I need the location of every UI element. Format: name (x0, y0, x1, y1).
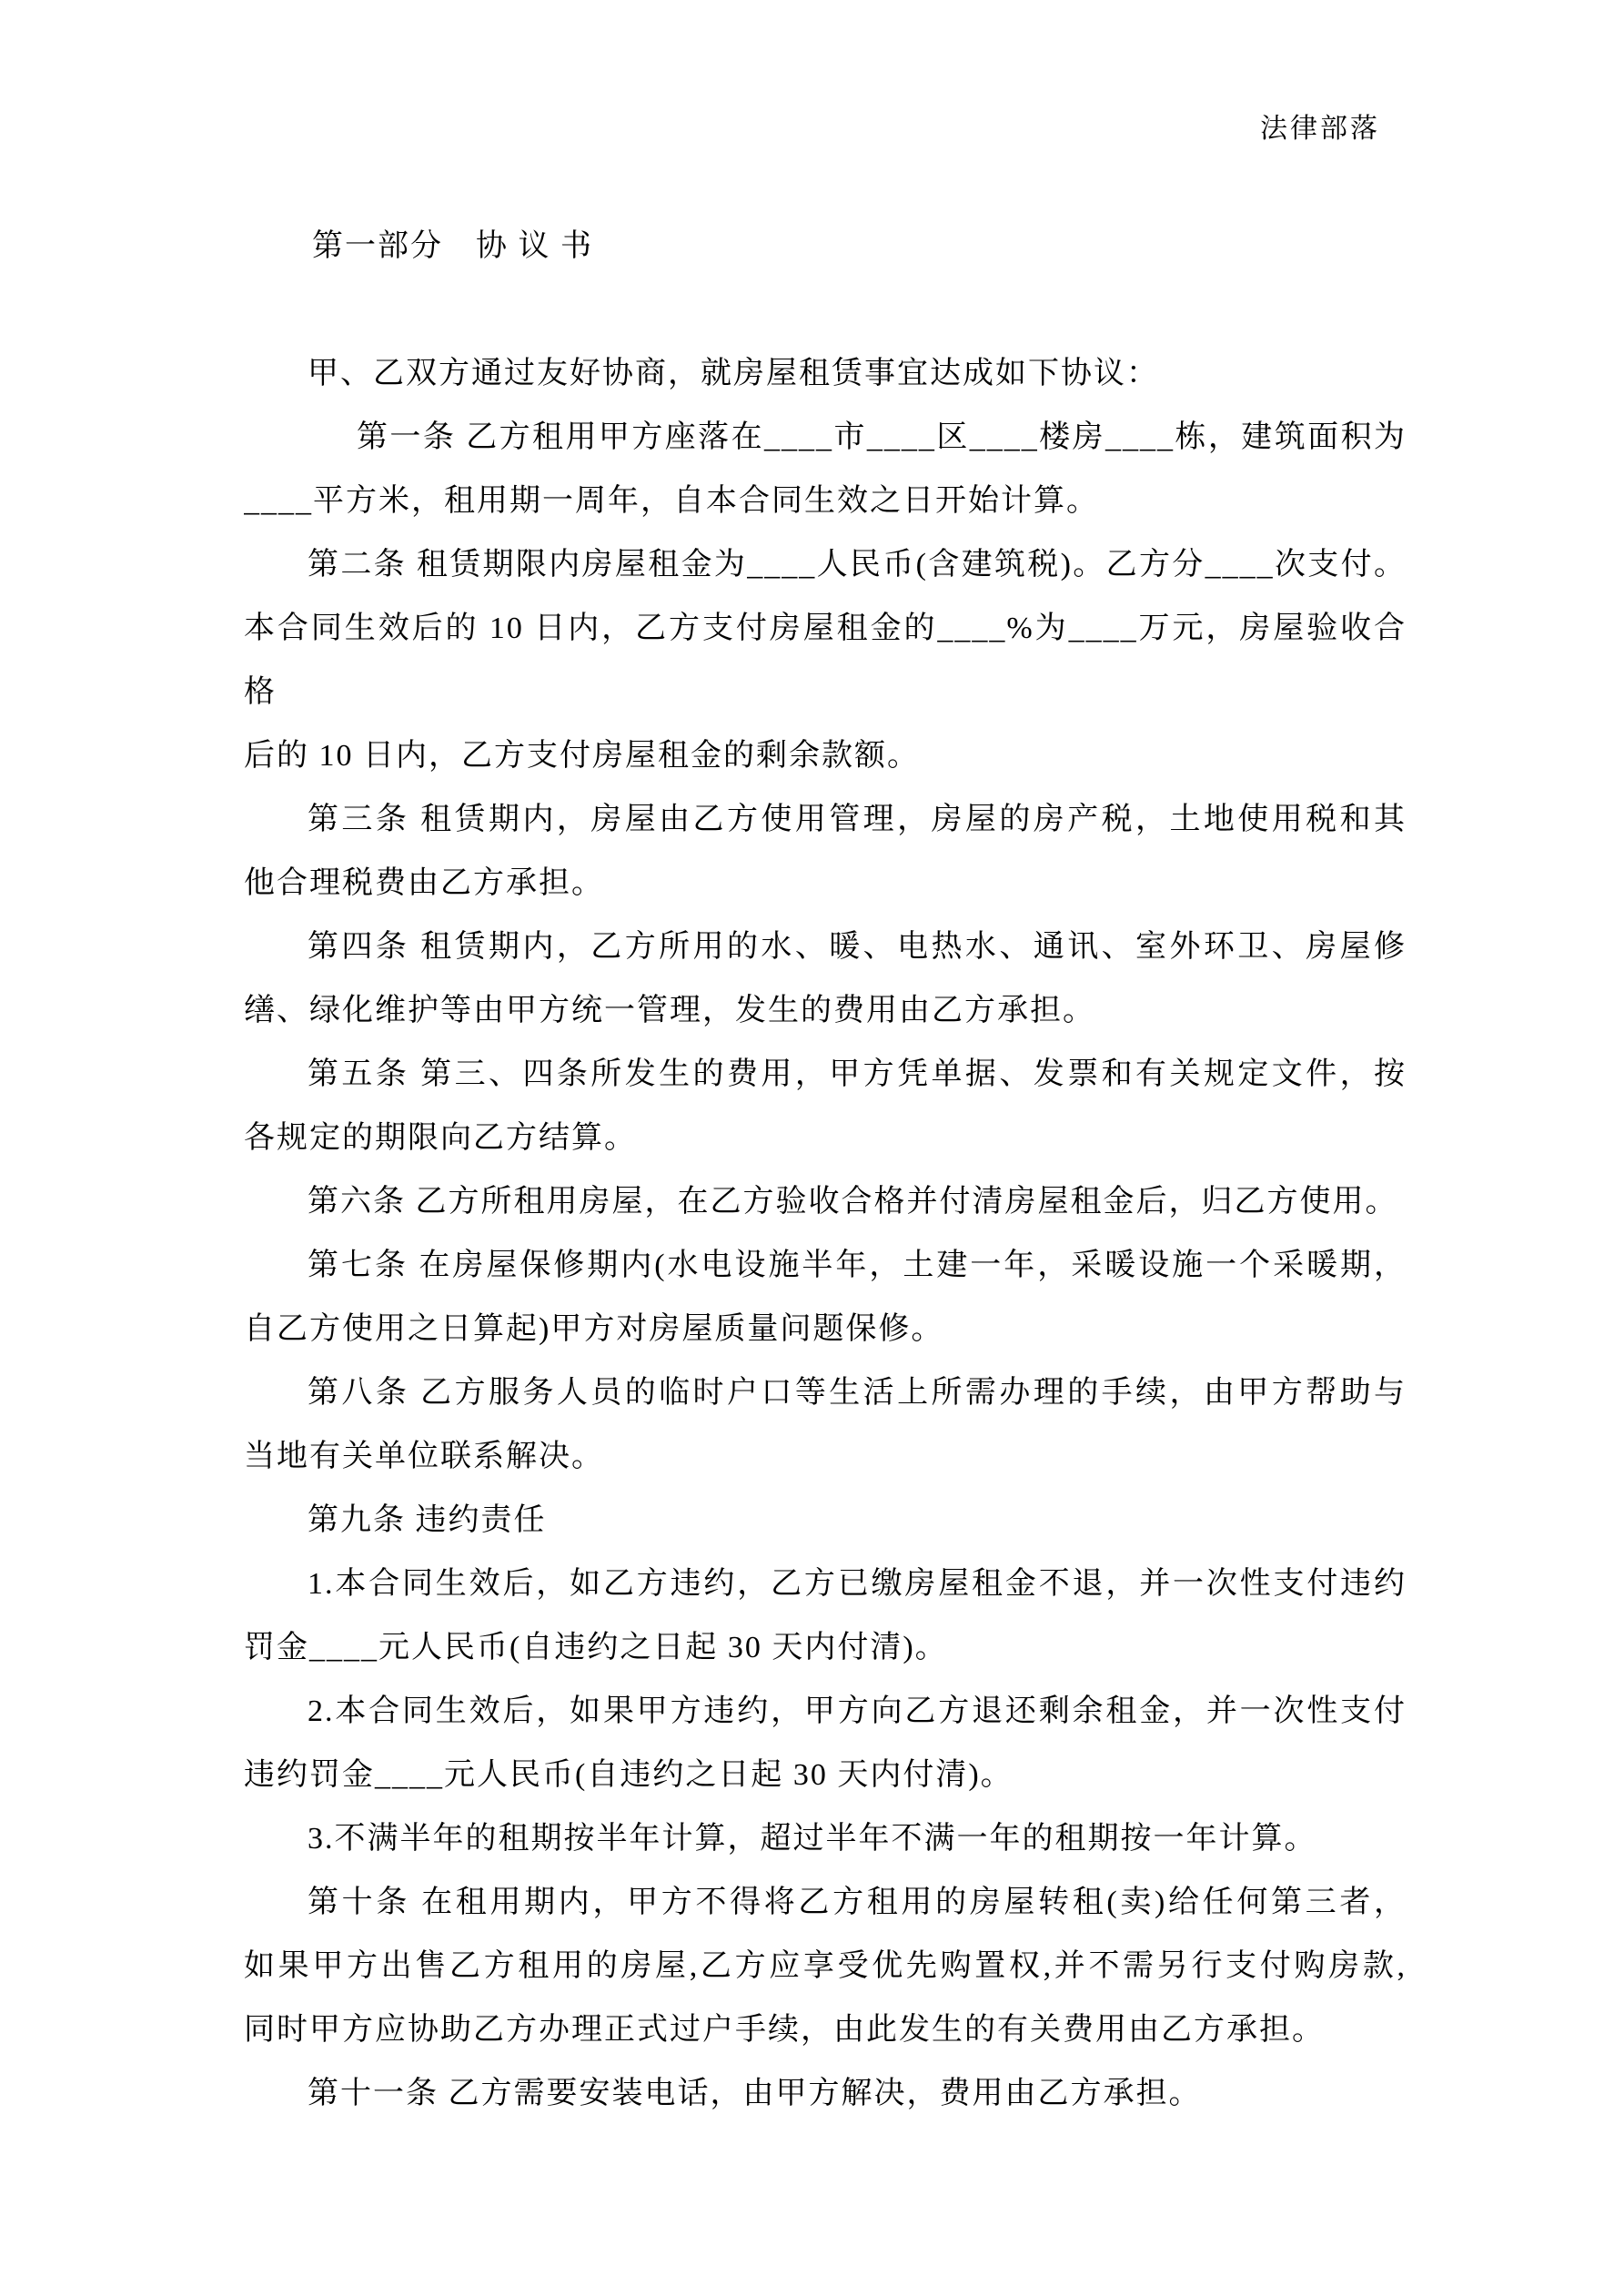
document-title: 第一部分 协 议 书 (312, 229, 593, 263)
contract-line: 第七条 在房屋保修期内(水电设施半年，土建一年，采暖设施一个采暖期， (308, 1249, 1407, 1282)
title-spacer (244, 278, 1407, 342)
contract-line: 如果甲方出售乙方租用的房屋,乙方应享受优先购置权,并不需另行支付购房款, (244, 1949, 1407, 1983)
contract-line: 同时甲方应协助乙方办理正式过户手续，由此发生的有关费用由乙方承担。 (244, 2013, 1325, 2047)
contract-paragraph-article-10 (244, 1871, 1407, 2062)
contract-line: 第十一条 乙方需要安装电话，由甲方解决，费用由乙方承担。 (308, 2077, 1202, 2110)
contract-line: 第五条 第三、四条所发生的费用，甲方凭单据、发票和有关规定文件，按 (308, 1057, 1407, 1091)
contract-line: 他合理税费由乙方承担。 (244, 866, 604, 900)
contract-line: 罚金____元人民币(自违约之日起 30 天内付清)。 (244, 1631, 948, 1664)
contract-line: 当地有关单位联系解决。 (244, 1440, 604, 1473)
contract-paragraph-article-4 (244, 915, 1407, 1043)
contract-paragraph-intro (244, 342, 1407, 406)
contract-line: 第一条 乙方租用甲方座落在____市____区____楼房____栋，建筑面积为 (357, 420, 1407, 454)
contract-paragraph-article-3 (244, 788, 1407, 915)
contract-line: 第六条 乙方所租用房屋，在乙方验收合格并付清房屋租金后，归乙方使用。 (308, 1185, 1398, 1219)
contract-paragraph-article-2 (244, 533, 1407, 788)
site-watermark: 法律部落 (1260, 114, 1380, 144)
contract-line: 3.不满半年的租期按半年计算，超过半年不满一年的租期按一年计算。 (308, 1822, 1317, 1856)
contract-body (244, 215, 1407, 2126)
contract-line: 后的 10 日内，乙方支付房屋租金的剩余款额。 (244, 739, 920, 773)
contract-paragraph-item-3 (244, 1807, 1407, 1871)
contract-line: 1.本合同生效后，如乙方违约，乙方已缴房屋租金不退，并一次性支付违约 (308, 1567, 1407, 1601)
contract-paragraph-article-1 (244, 406, 1407, 533)
contract-line: 第九条 违约责任 (308, 1503, 547, 1537)
contract-line: 各规定的期限向乙方结算。 (244, 1121, 637, 1155)
contract-paragraph-article-9 (244, 1489, 1407, 1553)
contract-line: 第二条 租赁期限内房屋租金为____人民币(含建筑税)。乙方分____次支付。 (308, 548, 1407, 582)
contract-line: 甲、乙双方通过友好协商，就房屋租赁事宜达成如下协议： (308, 357, 1159, 390)
contract-paragraph-article-5 (244, 1043, 1407, 1170)
contract-line: 自乙方使用之日算起)甲方对房屋质量问题保修。 (244, 1312, 944, 1346)
contract-line: 缮、绿化维护等由甲方统一管理，发生的费用由乙方承担。 (244, 994, 1095, 1027)
contract-line: 2.本合同生效后，如果甲方违约，甲方向乙方退还剩余租金，并一次性支付 (308, 1694, 1407, 1728)
contract-paragraph-article-7 (244, 1234, 1407, 1361)
contract-paragraph-item-1 (244, 1553, 1407, 1680)
contract-paragraph-article-6 (244, 1170, 1407, 1234)
contract-line: 违约罚金____元人民币(自违约之日起 30 天内付清)。 (244, 1758, 1014, 1792)
contract-paragraph-item-2 (244, 1680, 1407, 1807)
contract-line: 第三条 租赁期内，房屋由乙方使用管理，房屋的房产税，土地使用税和其 (308, 803, 1407, 836)
contract-line: 第四条 租赁期内，乙方所用的水、暖、电热水、通讯、室外环卫、房屋修 (308, 930, 1407, 964)
contract-line: 本合同生效后的 10 日内，乙方支付房屋租金的____%为____万元，房屋验收合格 (244, 612, 1407, 709)
contract-paragraph-article-8 (244, 1361, 1407, 1489)
contract-line: ____平方米，租用期一周年，自本合同生效之日开始计算。 (244, 484, 1099, 518)
contract-line: 第十条 在租用期内，甲方不得将乙方租用的房屋转租(卖)给任何第三者， (308, 1886, 1407, 1919)
contract-paragraph-article-11 (244, 2062, 1407, 2126)
contract-line: 第八条 乙方服务人员的临时户口等生活上所需办理的手续，由甲方帮助与 (308, 1376, 1407, 1410)
